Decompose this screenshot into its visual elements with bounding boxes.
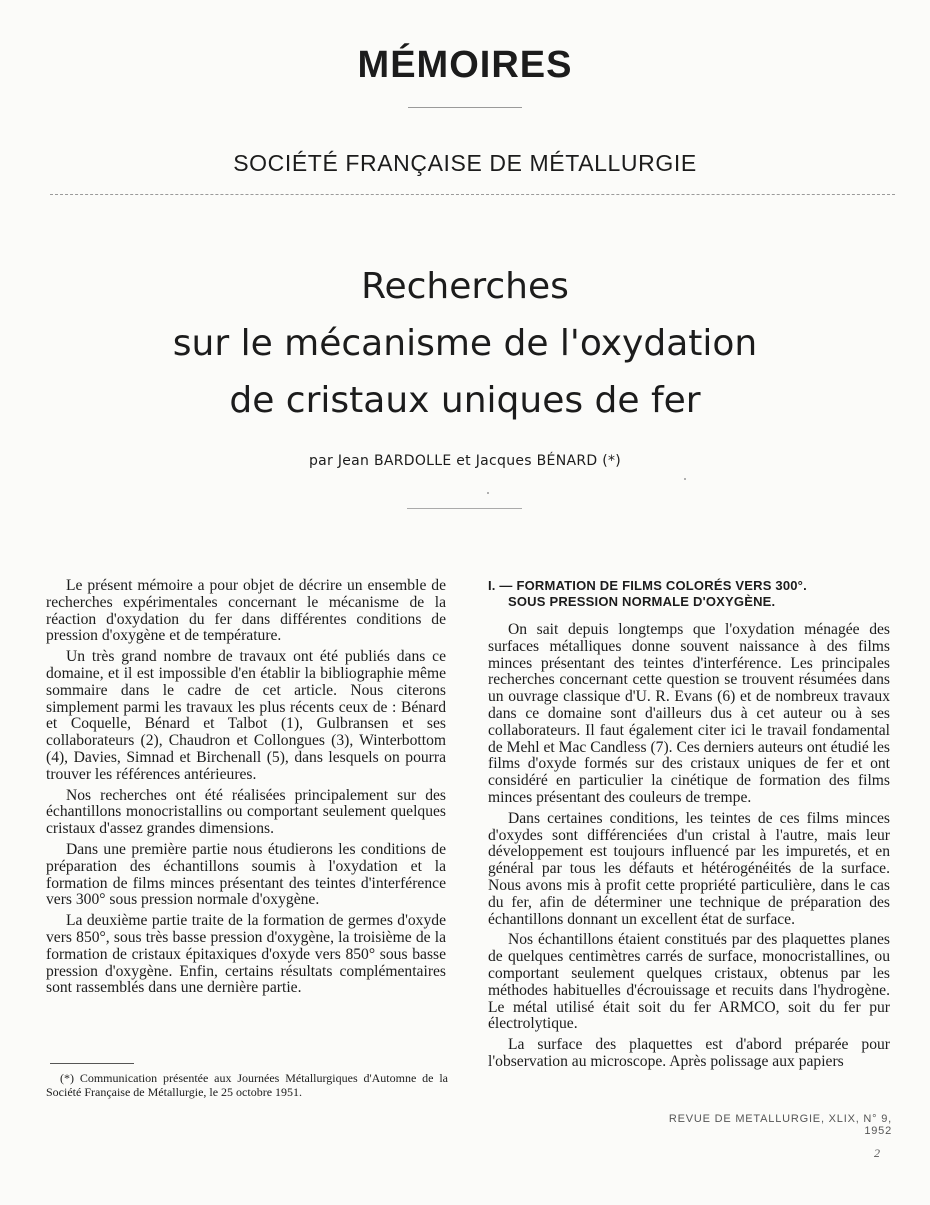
section-heading-line: I. — FORMATION DE FILMS COLORÉS VERS 300°. [488, 578, 807, 593]
paragraph: La surface des plaquettes est d'abord préparée pour l'observation au microscope. Après polissage aux papiers [488, 1036, 890, 1070]
print-speck [487, 492, 489, 494]
journal-header: MÉMOIRES [357, 44, 573, 86]
footnote-text: (*) Communication présentée aux Journées Métallurgiques d'Automne de la Société Française de Métallurgie, le 25 octobre 1951. [46, 1071, 448, 1099]
section-heading-line: SOUS PRESSION NORMALE D'OXYGÈNE. [508, 594, 776, 609]
authors-divider [407, 508, 522, 509]
society-name: SOCIÉTÉ FRANÇAISE DE MÉTALLURGIE [233, 150, 697, 176]
title-line: sur le mécanisme de l'oxydation [172, 323, 758, 364]
journal-reference: REVUE DE METALLURGIE, XLIX, N° 9, 1952 [668, 1113, 892, 1137]
print-speck [684, 478, 686, 480]
left-column [46, 578, 446, 997]
paragraph: Nos échantillons étaient constitués par des plaquettes planes de quelques centimètres carrés de surface, monocristallines, ou comportant seulement quelques cristaux, obtenus par les méthodes habituelles d'écrouissage et recuits dans l'hydrogène. Le métal utilisé était soit du fer ARMCO, soit du fer pur électrolytique. [488, 931, 890, 1033]
section-divider [50, 194, 895, 195]
footnote [46, 1071, 448, 1099]
article-authors: par Jean BARDOLLE et Jacques BÉNARD (*) [308, 453, 622, 469]
paragraph: Nos recherches ont été réalisées principalement sur des échantillons monocristallins ou comportant seulement quelques cristaux d'assez grandes dimensions. [46, 786, 446, 838]
title-line: de cristaux uniques de fer [229, 380, 701, 421]
header-divider [408, 107, 522, 108]
paragraph: Le présent mémoire a pour objet de décrire un ensemble de recherches expérimentales concernant le mécanisme de la réaction d'oxydation du fer dans différentes conditions de pression d'oxygène et de température. [46, 577, 446, 645]
paragraph: La deuxième partie traite de la formation de germes d'oxyde vers 850°, sous très basse pression d'oxygène, la troisième de la formation de cristaux épitaxiques d'oxyde vers 850° sous basse pression d'oxygène. Enfin, certains résultats complémentaires sont rassemblés dans une dernière partie. [46, 912, 446, 997]
right-column [488, 578, 890, 1071]
footnote-divider [50, 1063, 134, 1064]
paragraph: On sait depuis longtemps que l'oxydation ménagée des surfaces métalliques donne souvent naissance à des films minces présentant des teintes d'interférence. Les principales recherches concernant cette question se trouvent résumées dans un ouvrage classique d'U. R. Evans (6) et de nombreux travaux dans ce domaine sont d'ailleurs dus à cet auteur ou à ses collaborateurs. Il faut également citer ici le travail fondamental de Mehl et Mac Candless (7). Ces derniers auteurs ont étudié les films d'oxyde formés sur des cristaux uniques de fer et ont considéré en particulier la cinétique de formation des films minces présentant des couleurs de trempe. [488, 621, 890, 806]
paragraph: Un très grand nombre de travaux ont été publiés dans ce domaine, et il est impossible d'en établir la bibliographie même sommaire dans le cadre de cet article. Nous citerons simplement parmi les travaux les plus récents ceux de : Bénard et Coquelle, Bénard et Talbot (1), Gulbransen et ses collaborateurs (2), Chaudron et Collongues (3), Winterbottom (4), Davies, Simnad et Birchenall (5), dans lesquels on pourra trouver les références antérieures. [46, 648, 446, 783]
paragraph: Dans certaines conditions, les teintes de ces films minces d'oxydes sont différenciées d'un cristal à l'autre, mais leur développement est toujours influencé par les impuretés, et en général par tous les défauts et hétérogénéités de la surface. Nous avons mis à profit cette propriété particulière, dans le cas du fer, afin de déterminer une technique de préparation des échantillons donnant un excellent état de surface. [488, 809, 890, 928]
section-heading [488, 578, 890, 610]
article-title [0, 258, 930, 429]
paragraph: Dans une première partie nous étudierons les conditions de préparation des échantillons soumis à l'oxydation et la formation de films minces présentant des teintes d'interférence vers 300° sous pression normale d'oxygène. [46, 840, 446, 909]
page-number: 2 [874, 1146, 880, 1160]
title-line: Recherches [361, 266, 569, 307]
